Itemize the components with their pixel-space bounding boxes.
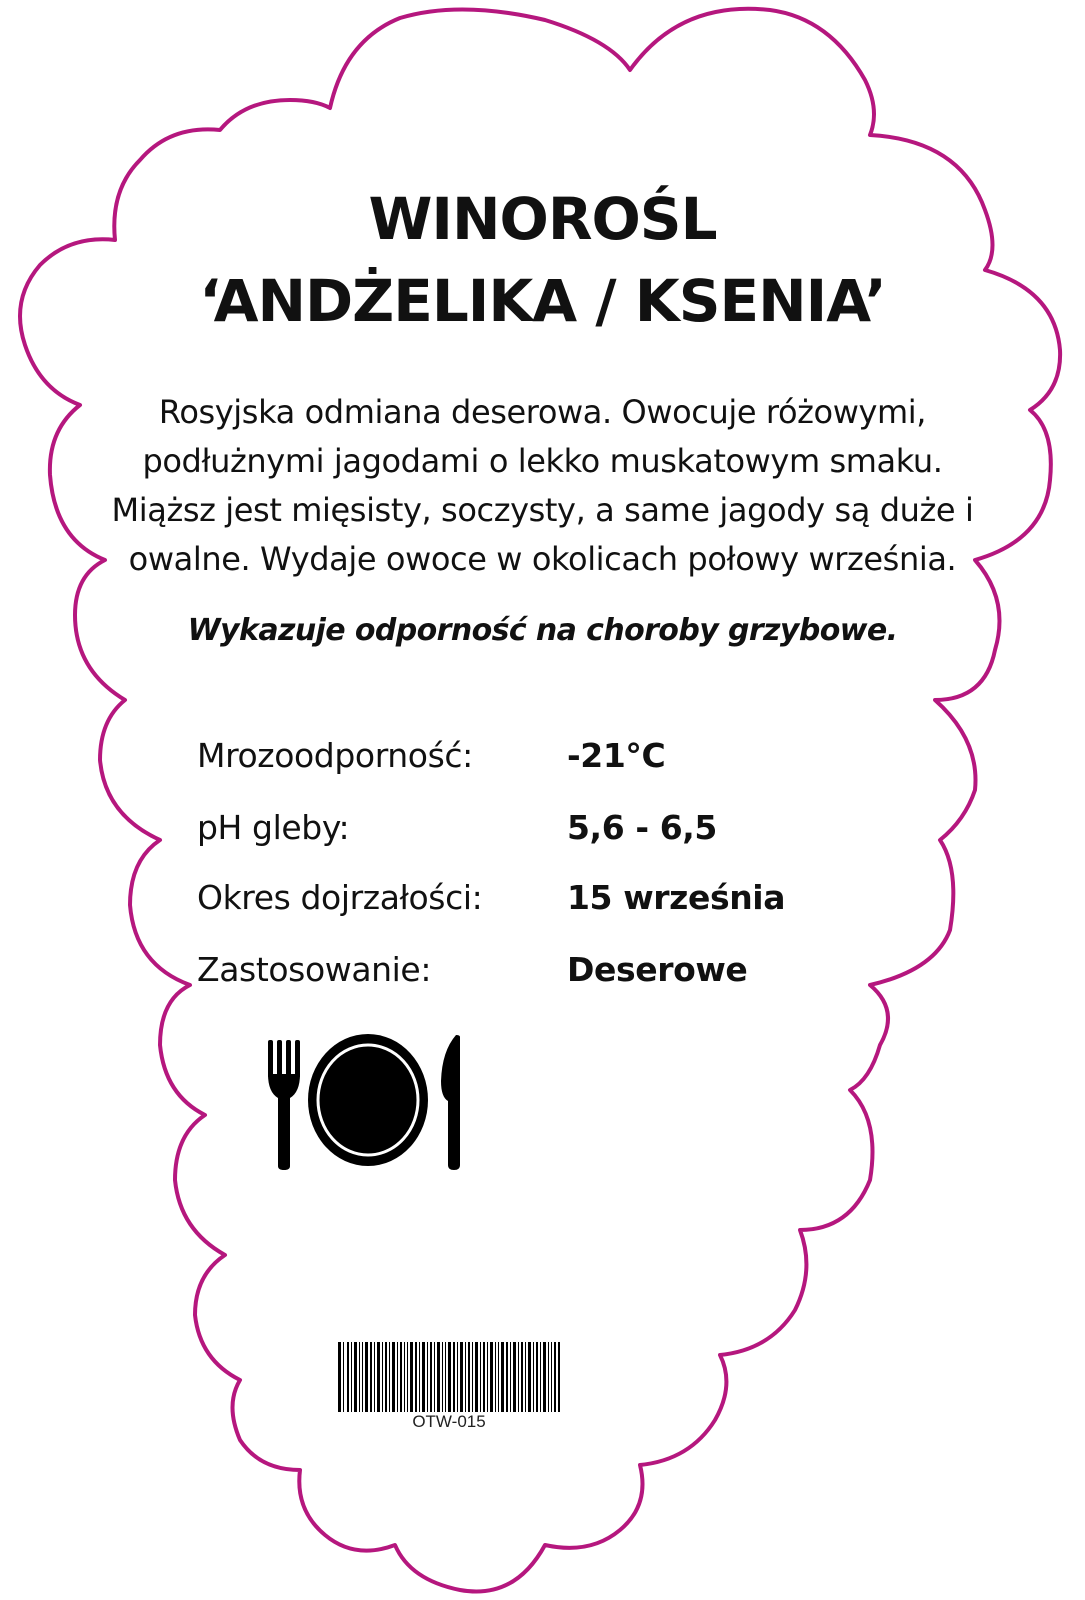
fork-icon — [266, 1040, 302, 1170]
spec-label: Mrozoodporność: — [197, 736, 473, 775]
spec-value: 5,6 - 6,5 — [567, 808, 717, 847]
spec-value: Deserowe — [567, 950, 748, 989]
spec-row-frost-resistance — [197, 736, 897, 786]
spec-label: pH gleby: — [197, 808, 350, 847]
spec-label: Zastosowanie: — [197, 950, 432, 989]
description-line: owalne. Wydaje owoce w okolicach połowy września. — [128, 540, 957, 578]
product-description — [70, 388, 1015, 584]
description-line: podłużnymi jagodami o lekko muskatowym smaku. — [142, 442, 943, 480]
spec-value: 15 września — [567, 878, 786, 917]
spec-row-soil-ph — [197, 808, 897, 858]
spec-row-usage — [197, 950, 897, 1000]
product-title — [0, 178, 1085, 342]
title-line-variety: ‘ANDŻELIKA / KSENIA’ — [199, 267, 886, 335]
title-line-species: WINOROŚL — [368, 185, 717, 253]
barcode — [338, 1342, 560, 1422]
plate-icon — [305, 1030, 431, 1170]
spec-value: -21°C — [567, 736, 666, 775]
barcode-number: OTW-015 — [412, 1412, 486, 1431]
spec-row-ripening-period — [197, 878, 897, 928]
knife-icon — [438, 1035, 468, 1170]
spec-label: Okres dojrzałości: — [197, 878, 483, 917]
description-line: Rosyjska odmiana deserowa. Owocuje różowymi, — [158, 393, 927, 431]
description-line: Miąższ jest mięsisty, soczysty, a same jagody są duże i — [111, 491, 974, 529]
resistance-note: Wykazuje odporność na choroby grzybowe. — [187, 613, 898, 648]
